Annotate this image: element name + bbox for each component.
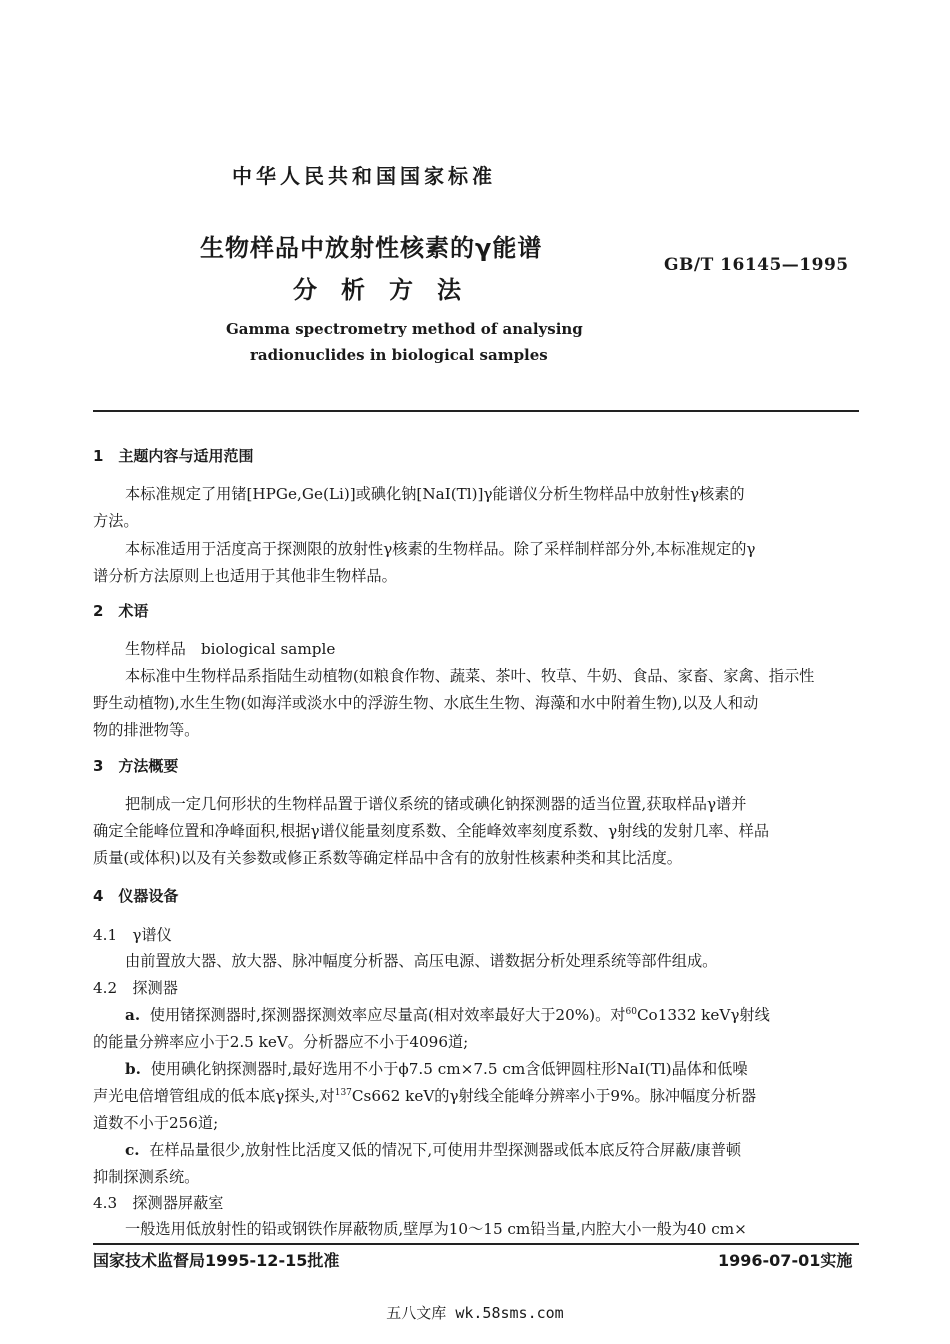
section-1-p1-line2: 方法。 <box>93 512 139 530</box>
section-4-heading: 4 仪器设备 <box>93 887 179 905</box>
section-3-line2: 确定全能峰位置和净峰面积,根据γ谱仪能量刻度系数、全能峰效率刻度系数、γ射线的发射几率、样品 <box>93 822 770 840</box>
item-c-text: 在样品量很少,放射性比活度又低的情况下,可使用井型探测器或低本底反符合屏蔽/康普顿 <box>149 1141 742 1159</box>
document-title-line2: 分 析 方 法 <box>293 276 461 304</box>
watermark: 五八文库 wk.58sms.com <box>386 1304 564 1322</box>
term-definition-line2: 野生动植物),水生生物(如海洋或淡水中的浮游生物、水底生生物、海藻和水中附着生物),以及人和动 <box>93 694 759 712</box>
footer-divider <box>93 1243 859 1245</box>
subsection-4-3-line1: 一般选用低放射性的铅或钢铁作屏蔽物质,壁厚为10～15 cm铅当量,内腔大小一般为40 cm× <box>125 1220 747 1238</box>
section-3-line3: 质量(或体积)以及有关参数或修正系数等确定样品中含有的放射性核素种类和其比活度。 <box>93 849 682 867</box>
item-b-line2 <box>93 1083 756 1110</box>
subsection-4-2-heading: 4.2 探测器 <box>93 979 178 997</box>
item-b-line3: 道数不小于256道; <box>93 1114 219 1132</box>
item-b-label: b. <box>125 1060 141 1078</box>
section-1-p2-line2: 谱分析方法原则上也适用于其他非生物样品。 <box>93 567 397 585</box>
national-standard-label: 中华人民共和国国家标准 <box>232 164 496 188</box>
subsection-4-1-heading: 4.1 γ谱仪 <box>93 926 172 944</box>
header-divider <box>93 410 859 412</box>
section-3-line1: 把制成一定几何形状的生物样品置于谱仪系统的锗或碘化钠探测器的适当位置,获取样品γ谱并 <box>125 795 747 813</box>
item-b-isotope-mass: 137 <box>334 1088 352 1098</box>
term-definition-line1: 本标准中生物样品系指陆生动植物(如粮食作物、蔬菜、茶叶、牧草、牛奶、食品、家畜、家禽、指示性 <box>125 667 815 685</box>
subsection-4-3-heading: 4.3 探测器屏蔽室 <box>93 1194 224 1212</box>
document-title-line1: 生物样品中放射性核素的γ能谱 <box>200 234 543 262</box>
item-a-line2: 的能量分辨率应小于2.5 keV。分析器应不小于4096道; <box>93 1033 469 1051</box>
english-title-line2: radionuclides in biological samples <box>250 346 548 364</box>
item-a-label: a. <box>125 1006 141 1024</box>
item-b-text: 使用碘化钠探测器时,最好选用不小于ϕ7.5 cm×7.5 cm含低钾圆柱形NaI(Tl)晶体和低噪 <box>150 1060 748 1078</box>
section-1-p1-line1: 本标准规定了用锗[HPGe,Ge(Li)]或碘化钠[NaI(Tl)]γ能谱仪分析生物样品中放射性γ核素的 <box>125 485 745 503</box>
item-a-text-pre: 使用锗探测器时,探测器探测效率应尽量高(相对效率最好大于20%)。对 <box>149 1006 626 1024</box>
item-a-text-post: Co1332 keVγ射线 <box>636 1006 770 1024</box>
section-2-heading: 2 术语 <box>93 602 149 620</box>
english-title-line1: Gamma spectrometry method of analysing <box>226 320 583 338</box>
item-c-label: c. <box>125 1141 140 1159</box>
item-a-line1 <box>125 1002 770 1029</box>
item-c-line1 <box>125 1137 741 1164</box>
approval-note: 国家技术监督局1995-12-15批准 <box>93 1251 340 1270</box>
section-3-heading: 3 方法概要 <box>93 757 179 775</box>
item-b-text-post: Cs662 keV的γ射线全能峰分辨率小于9%。脉冲幅度分析器 <box>351 1087 757 1105</box>
standard-number: GB/T 16145—1995 <box>664 255 849 275</box>
implementation-date: 1996-07-01实施 <box>718 1251 853 1270</box>
subsection-4-1-text: 由前置放大器、放大器、脉冲幅度分析器、高压电源、谱数据分析处理系统等部件组成。 <box>125 952 718 970</box>
term-entry: 生物样品 biological sample <box>125 640 336 658</box>
section-1-heading: 1 主题内容与适用范围 <box>93 447 254 465</box>
term-definition-line3: 物的排泄物等。 <box>93 721 200 739</box>
item-c-line2: 抑制探测系统。 <box>93 1168 200 1186</box>
item-a-isotope-mass: 60 <box>625 1007 637 1017</box>
section-1-p2-line1: 本标准适用于活度高于探测限的放射性γ核素的生物样品。除了采样制样部分外,本标准规定的γ <box>125 540 756 558</box>
item-b-text-pre: 声光电倍增管组成的低本底γ探头,对 <box>93 1087 335 1105</box>
item-b-line1 <box>125 1056 748 1083</box>
